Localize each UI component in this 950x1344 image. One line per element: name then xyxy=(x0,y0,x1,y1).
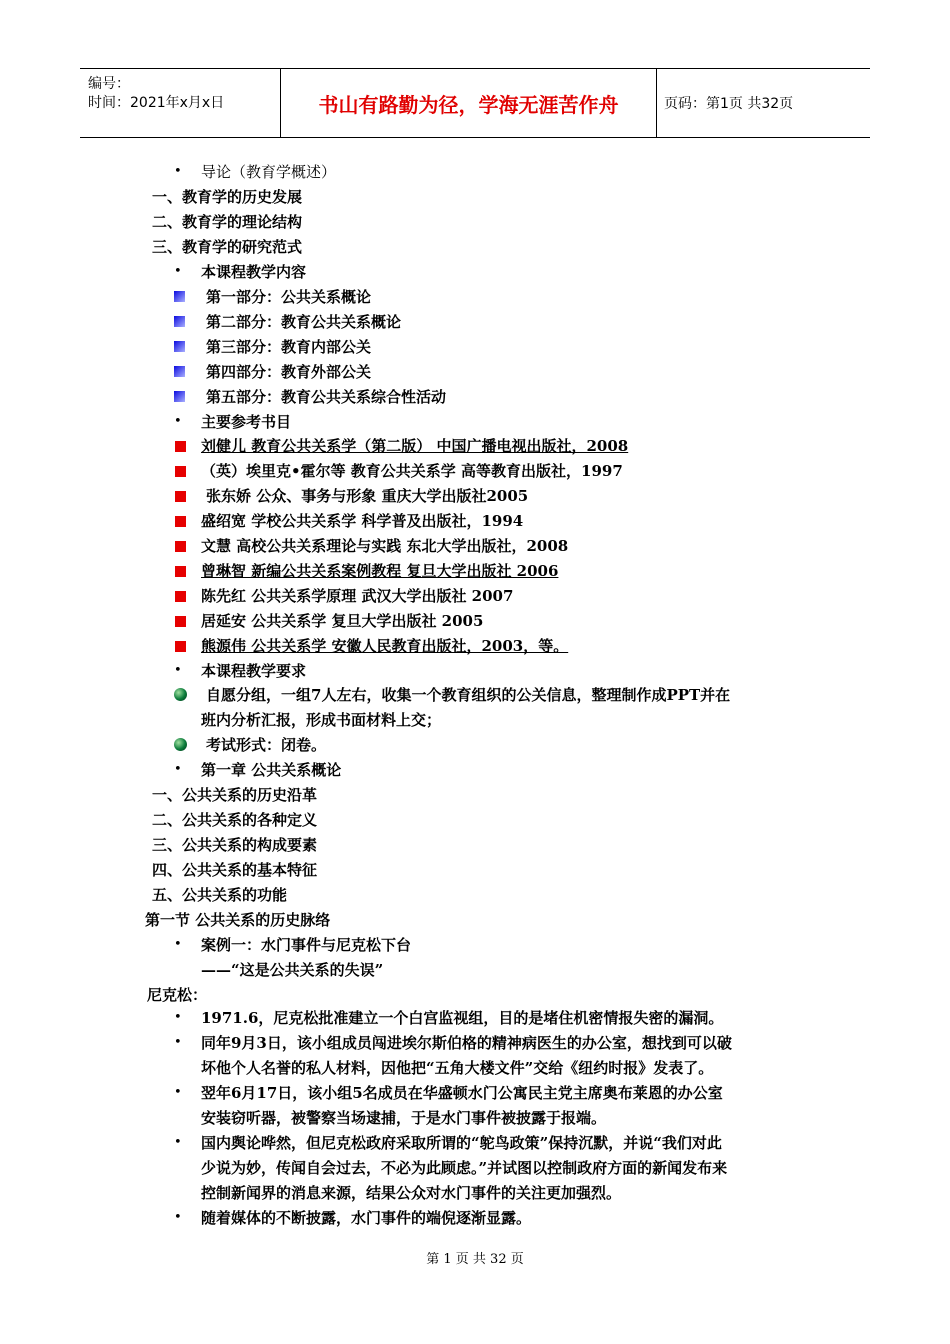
text-line: 三、公共关系的构成要素 xyxy=(152,836,318,854)
bullet-dot-icon: • xyxy=(174,663,182,678)
text-line: 本课程教学要求 xyxy=(201,662,307,680)
text-line: 第四部分：教育外部公关 xyxy=(206,363,372,381)
bullet-dot-icon: • xyxy=(174,1135,182,1150)
blue-square-bullet-icon xyxy=(174,366,185,377)
text-line: 主要参考书目 xyxy=(201,413,292,431)
text-line: 班内分析汇报，形成书面材料上交； xyxy=(201,711,442,729)
text-line: 陈先红 公共关系学原理 武汉大学出版社 2007 xyxy=(201,587,514,605)
text-line: 居延安 公共关系学 复旦大学出版社 2005 xyxy=(201,612,484,630)
text-line: 第一节 公共关系的历史脉络 xyxy=(145,911,331,929)
header-motto: 书山有路勤为径，学海无涯苦作舟 xyxy=(318,92,619,117)
text-line: 安装窃听器，被警察当场逮捕，于是水门事件被披露于报端。 xyxy=(201,1109,607,1127)
number-label: 编号： xyxy=(88,76,130,92)
text-line: 二、教育学的理论结构 xyxy=(152,213,303,231)
text-line: 一、公共关系的历史沿革 xyxy=(152,786,318,804)
text-line: 控制新闻界的消息来源，结果公众对水门事件的关注更加强烈。 xyxy=(201,1184,622,1202)
red-square-bullet-icon xyxy=(175,591,186,602)
text-line: ——“这是公共关系的失误” xyxy=(201,961,384,979)
red-square-bullet-icon xyxy=(175,466,186,477)
text-line: 一、教育学的历史发展 xyxy=(152,188,303,206)
date-label: 时间：2021年x月x日 xyxy=(88,95,225,111)
text-line: 少说为妙，传闻自会过去，不必为此顾虑。”并试图以控制政府方面的新闻发布来 xyxy=(201,1159,728,1177)
red-square-bullet-icon xyxy=(175,441,186,452)
globe-bullet-icon xyxy=(174,688,187,701)
text-line: 1971.6，尼克松批准建立一个白宫监视组，目的是堵住机密情报失密的漏洞。 xyxy=(201,1009,724,1027)
text-line: 坏他个人名誉的私人材料，因他把“五角大楼文件”交给《纽约时报》发表了。 xyxy=(201,1059,714,1077)
text-line: （英）埃里克•霍尔等 教育公共关系学 高等教育出版社，1997 xyxy=(201,462,623,480)
bullet-dot-icon: • xyxy=(174,264,182,279)
text-line: 第三部分：教育内部公关 xyxy=(206,338,372,356)
blue-square-bullet-icon xyxy=(174,391,185,402)
red-square-bullet-icon xyxy=(175,541,186,552)
text-line: 盛绍宽 学校公共关系学 科学普及出版社，1994 xyxy=(201,512,524,530)
text-line: 五、公共关系的功能 xyxy=(152,886,288,904)
text-line: 四、公共关系的基本特征 xyxy=(152,861,318,879)
text-line: 文慧 高校公共关系理论与实践 东北大学出版社，2008 xyxy=(201,537,569,555)
bullet-dot-icon: • xyxy=(174,1085,182,1100)
text-line: 第二部分：教育公共关系概论 xyxy=(206,313,402,331)
text-line: 翌年6月17日，该小组5名成员在华盛顿水门公寓民主党主席奥布莱恩的办公室 xyxy=(201,1084,723,1102)
text-line: 尼克松： xyxy=(147,986,208,1004)
globe-bullet-icon xyxy=(174,738,187,751)
blue-square-bullet-icon xyxy=(174,341,185,352)
text-line: 考试形式：闭卷。 xyxy=(206,736,327,754)
bullet-dot-icon: • xyxy=(174,937,182,952)
page-header xyxy=(80,68,870,138)
text-line: 自愿分组，一组7人左右，收集一个教育组织的公关信息，整理制作成PPT并在 xyxy=(206,686,731,704)
text-line: 案例一：水门事件与尼克松下台 xyxy=(201,936,412,954)
text-line: 第一部分：公共关系概论 xyxy=(206,288,372,306)
text-line: 刘健儿 教育公共关系学（第二版） 中国广播电视出版社，2008 xyxy=(201,437,629,455)
text-line: 曾琳智 新编公共关系案例教程 复旦大学出版社 2006 xyxy=(201,562,559,580)
bullet-dot-icon: • xyxy=(174,1035,182,1050)
red-square-bullet-icon xyxy=(175,641,186,652)
bullet-dot-icon: • xyxy=(174,762,182,777)
red-square-bullet-icon xyxy=(175,491,186,502)
text-line: 三、教育学的研究范式 xyxy=(152,238,303,256)
text-line: 张东娇 公众、事务与形象 重庆大学出版社2005 xyxy=(206,487,529,505)
header-divider xyxy=(656,69,657,137)
bullet-dot-icon: • xyxy=(174,414,182,429)
text-line: 第一章 公共关系概论 xyxy=(201,761,342,779)
bullet-dot-icon: • xyxy=(174,1210,182,1225)
bullet-dot-icon: • xyxy=(174,1010,182,1025)
blue-square-bullet-icon xyxy=(174,291,185,302)
header-meta xyxy=(80,69,280,137)
red-square-bullet-icon xyxy=(175,516,186,527)
text-line: 随着媒体的不断披露，水门事件的端倪逐渐显露。 xyxy=(201,1209,532,1227)
text-line: 二、公共关系的各种定义 xyxy=(152,811,318,829)
text-line: 第五部分：教育公共关系综合性活动 xyxy=(206,388,447,406)
red-square-bullet-icon xyxy=(175,566,186,577)
text-line: 同年9月3日，该小组成员闯进埃尔斯伯格的精神病医生的办公室，想找到可以破 xyxy=(201,1034,732,1052)
text-line: 导论（教育学概述） xyxy=(201,163,337,181)
header-page-label: 页码：第1页 共32页 xyxy=(664,96,794,112)
red-square-bullet-icon xyxy=(175,616,186,627)
blue-square-bullet-icon xyxy=(174,316,185,327)
text-line: 熊源伟 公共关系学 安徽人民教育出版社，2003，等。 xyxy=(201,637,569,655)
text-line: 国内舆论哗然，但尼克松政府采取所谓的“鸵鸟政策”保持沉默，并说“我们对此 xyxy=(201,1134,722,1152)
page-footer: 第 1 页 共 32 页 xyxy=(426,1252,524,1267)
bullet-dot-icon: • xyxy=(174,164,182,179)
text-line: 本课程教学内容 xyxy=(201,263,307,281)
